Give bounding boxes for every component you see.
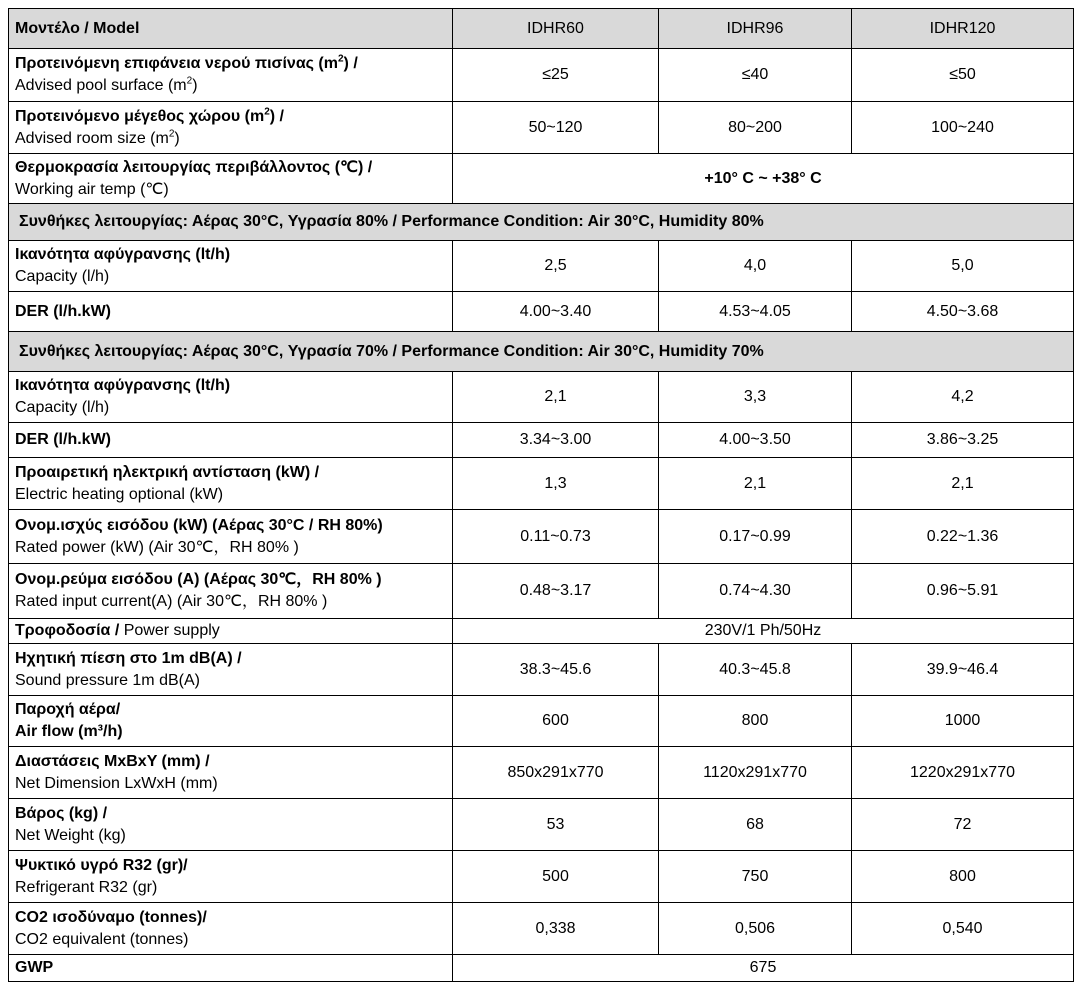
row-label: Προαιρετική ηλεκτρική αντίσταση (kW) / Electric heating optional (kW) bbox=[9, 458, 453, 510]
table-cell: 80~200 bbox=[659, 102, 852, 154]
table-cell: 750 bbox=[659, 851, 852, 903]
header-label: Μοντέλο / Model bbox=[9, 9, 453, 49]
row-label: Βάρος (kg) / Net Weight (kg) bbox=[9, 799, 453, 851]
table-row bbox=[9, 799, 1074, 851]
table-row bbox=[9, 564, 1074, 619]
model-header: IDHR60 bbox=[453, 9, 659, 49]
table-cell: 39.9~46.4 bbox=[852, 644, 1074, 696]
table-cell: 1000 bbox=[852, 696, 1074, 747]
table-cell: 800 bbox=[659, 696, 852, 747]
row-label: Τροφοδοσία / Power supply bbox=[9, 619, 453, 644]
table-cell: ≤50 bbox=[852, 49, 1074, 102]
row-label: Θερμοκρασία λειτουργίας περιβάλλοντος (℃) / Working air temp (℃) bbox=[9, 154, 453, 204]
table-cell: 0.11~0.73 bbox=[453, 510, 659, 564]
table-row bbox=[9, 510, 1074, 564]
table-cell: 5,0 bbox=[852, 241, 1074, 292]
table-row bbox=[9, 747, 1074, 799]
row-label: Προτεινόμενο μέγεθος χώρου $(m^2)$ / Advised room size $(m^2)$ bbox=[9, 102, 453, 154]
row-label: Προτεινόμενη επιφάνεια νερού πισίνας $(m^2)$ / Advised pool surface $(m^2)$ bbox=[9, 49, 453, 102]
table-row bbox=[9, 49, 1074, 102]
header-row bbox=[9, 9, 1074, 49]
table-cell: 4,2 bbox=[852, 372, 1074, 423]
model-header: IDHR120 bbox=[852, 9, 1074, 49]
table-cell: 50~120 bbox=[453, 102, 659, 154]
table-cell: 72 bbox=[852, 799, 1074, 851]
table-row bbox=[9, 458, 1074, 510]
section-header bbox=[9, 204, 1074, 241]
table-cell: 850x291x770 bbox=[453, 747, 659, 799]
row-label: Ονομ.ρεύμα εισόδου (A) (Αέρας 30℃，RH 80% ) Rated input current(A) (Air 30℃，RH 80% ) bbox=[9, 564, 453, 619]
table-row bbox=[9, 619, 1074, 644]
table-row bbox=[9, 903, 1074, 955]
row-label: Διαστάσεις MxBxY (mm) / Net Dimension LxWxH (mm) bbox=[9, 747, 453, 799]
table-cell: 4.50~3.68 bbox=[852, 292, 1074, 332]
table-cell: 40.3~45.8 bbox=[659, 644, 852, 696]
row-label: Ψυκτικό υγρό R32 (gr)/ Refrigerant R32 (gr) bbox=[9, 851, 453, 903]
model-header: IDHR96 bbox=[659, 9, 852, 49]
table-cell: 1120x291x770 bbox=[659, 747, 852, 799]
table-cell: ≤25 bbox=[453, 49, 659, 102]
table-cell: 3.86~3.25 bbox=[852, 423, 1074, 458]
table-cell: 0.17~0.99 bbox=[659, 510, 852, 564]
table-cell: 2,1 bbox=[852, 458, 1074, 510]
table-cell: 53 bbox=[453, 799, 659, 851]
table-row bbox=[9, 955, 1074, 982]
table-cell: ≤40 bbox=[659, 49, 852, 102]
table-row bbox=[9, 423, 1074, 458]
table-cell: 0.74~4.30 bbox=[659, 564, 852, 619]
spec-table bbox=[8, 8, 1074, 982]
row-label: DER (l/h.kW) bbox=[9, 423, 453, 458]
row-label: Παροχή αέρα/ Air flow (m³/h) bbox=[9, 696, 453, 747]
merged-cell: 230V/1 Ph/50Hz bbox=[453, 619, 1074, 644]
row-label: Ηχητική πίεση στο 1m dB(A) / Sound pressure 1m dB(A) bbox=[9, 644, 453, 696]
table-cell: 500 bbox=[453, 851, 659, 903]
section-title: Συνθήκες λειτουργίας: Αέρας 30°C, Υγρασία 70% / Performance Condition: Air 30°C, Humidity 70% bbox=[9, 332, 1074, 372]
table-cell: 4.53~4.05 bbox=[659, 292, 852, 332]
table-cell: 38.3~45.6 bbox=[453, 644, 659, 696]
section-title: Συνθήκες λειτουργίας: Αέρας 30°C, Υγρασία 80% / Performance Condition: Air 30°C, Humidity 80% bbox=[9, 204, 1074, 241]
row-label: Ικανότητα αφύγρανσης (lt/h) Capacity (l/h) bbox=[9, 372, 453, 423]
table-cell: 1220x291x770 bbox=[852, 747, 1074, 799]
row-label: DER (l/h.kW) bbox=[9, 292, 453, 332]
table-row bbox=[9, 292, 1074, 332]
table-cell: 0.96~5.91 bbox=[852, 564, 1074, 619]
table-cell: 4.00~3.50 bbox=[659, 423, 852, 458]
table-cell: 68 bbox=[659, 799, 852, 851]
table-row bbox=[9, 372, 1074, 423]
row-label: CO2 ισοδύναμο (tonnes)/ CO2 equivalent (tonnes) bbox=[9, 903, 453, 955]
table-row bbox=[9, 644, 1074, 696]
table-cell: 0.48~3.17 bbox=[453, 564, 659, 619]
table-cell: 100~240 bbox=[852, 102, 1074, 154]
merged-cell: 675 bbox=[453, 955, 1074, 982]
table-cell: 3.34~3.00 bbox=[453, 423, 659, 458]
table-cell: 800 bbox=[852, 851, 1074, 903]
table-cell: 0,540 bbox=[852, 903, 1074, 955]
table-cell: 0,338 bbox=[453, 903, 659, 955]
section-header bbox=[9, 332, 1074, 372]
table-cell: 1,3 bbox=[453, 458, 659, 510]
table-cell: 4.00~3.40 bbox=[453, 292, 659, 332]
table-cell: 2,1 bbox=[659, 458, 852, 510]
table-row bbox=[9, 696, 1074, 747]
table-cell: 4,0 bbox=[659, 241, 852, 292]
table-row bbox=[9, 241, 1074, 292]
table-cell: 2,5 bbox=[453, 241, 659, 292]
table-cell: 0,506 bbox=[659, 903, 852, 955]
table-row bbox=[9, 851, 1074, 903]
row-label: GWP bbox=[9, 955, 453, 982]
table-cell: 2,1 bbox=[453, 372, 659, 423]
row-label: Ικανότητα αφύγρανσης (lt/h) Capacity (l/h) bbox=[9, 241, 453, 292]
merged-cell: +10° C ~ +38° C bbox=[453, 154, 1074, 204]
table-cell: 3,3 bbox=[659, 372, 852, 423]
row-label: Ονομ.ισχύς εισόδου (kW) (Αέρας 30°C / RH 80%) Rated power (kW) (Air 30℃，RH 80% ) bbox=[9, 510, 453, 564]
table-row bbox=[9, 102, 1074, 154]
table-cell: 600 bbox=[453, 696, 659, 747]
table-cell: 0.22~1.36 bbox=[852, 510, 1074, 564]
table-row bbox=[9, 154, 1074, 204]
